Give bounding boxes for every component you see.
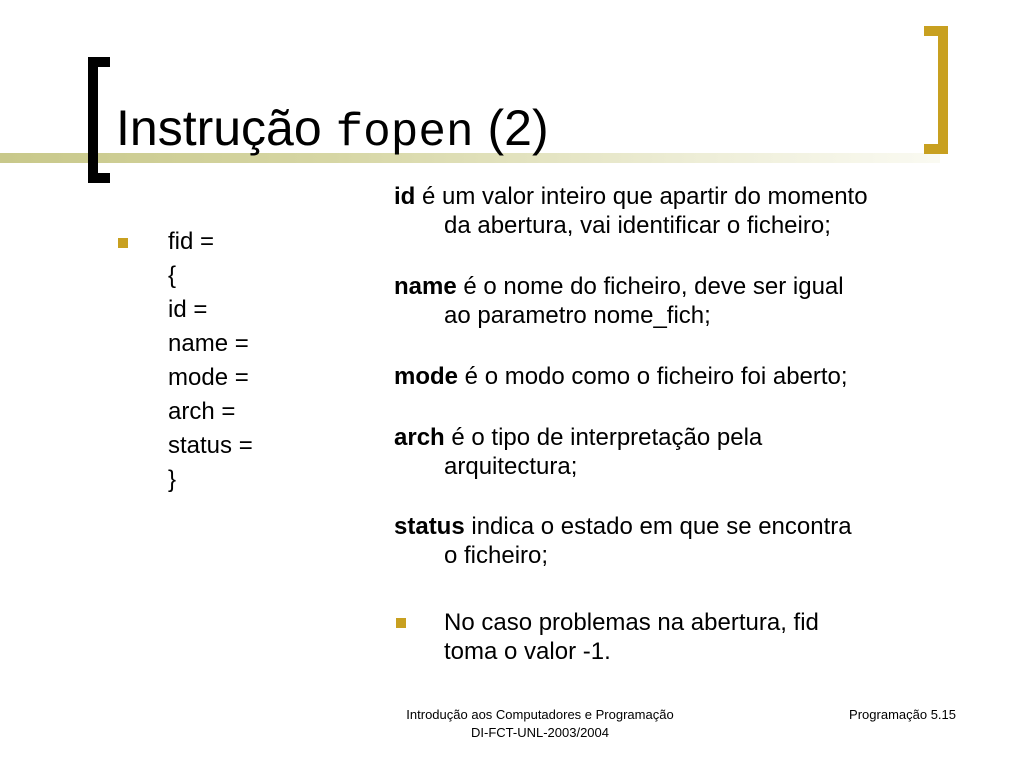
footer-page-number: Programação 5.15	[849, 707, 956, 722]
definition-mode	[394, 362, 974, 391]
definition-continuation: arquitectura;	[444, 453, 578, 480]
code-line: }	[168, 466, 177, 493]
definition-arch	[394, 423, 974, 481]
code-line: name =	[168, 330, 249, 357]
definition-text: é o nome do ficheiro, deve ser igual	[456, 273, 844, 300]
bullet-square-icon	[118, 238, 128, 248]
error-note	[394, 608, 974, 666]
definition-text: é um valor inteiro que apartir do momento	[415, 183, 868, 210]
code-line: arch =	[168, 398, 236, 425]
note-line: No caso problemas na abertura, fid	[444, 609, 819, 636]
definition-continuation: ao parametro nome_fich;	[444, 302, 711, 329]
code-line: {	[168, 262, 177, 289]
definition-text: é o tipo de interpretação pela	[444, 424, 763, 451]
note-line: toma o valor -1.	[444, 638, 611, 665]
title-suffix: (2)	[487, 100, 549, 156]
definition-term: name	[394, 273, 457, 300]
definition-term: status	[394, 513, 465, 540]
code-lines	[168, 225, 253, 497]
code-line: mode =	[168, 364, 249, 391]
left-bracket-decoration	[88, 57, 110, 183]
definition-text: indica o estado em que se encontra	[464, 513, 852, 540]
definition-term: arch	[394, 424, 445, 451]
footer-course-info	[340, 706, 740, 742]
definition-id	[394, 182, 974, 240]
code-line: status =	[168, 432, 253, 459]
footer-dept: DI-FCT-UNL-2003/2004	[471, 725, 609, 740]
slide-title	[116, 98, 549, 163]
definition-name	[394, 272, 974, 330]
definition-term: mode	[394, 363, 459, 390]
definition-term: id	[394, 183, 416, 210]
bullet-square-icon	[396, 618, 406, 628]
definition-status	[394, 512, 974, 570]
definition-continuation: da abertura, vai identificar o ficheiro;	[444, 212, 831, 239]
definition-continuation: o ficheiro;	[444, 542, 549, 569]
footer-course: Introdução aos Computadores e Programação	[406, 707, 674, 722]
title-prefix: Instrução	[116, 100, 322, 156]
code-line: fid =	[168, 228, 215, 255]
definition-text: é o modo como o ficheiro foi aberto;	[458, 363, 848, 390]
right-bracket-decoration	[924, 26, 948, 154]
code-line: id =	[168, 296, 208, 323]
title-code: fopen	[335, 107, 474, 159]
